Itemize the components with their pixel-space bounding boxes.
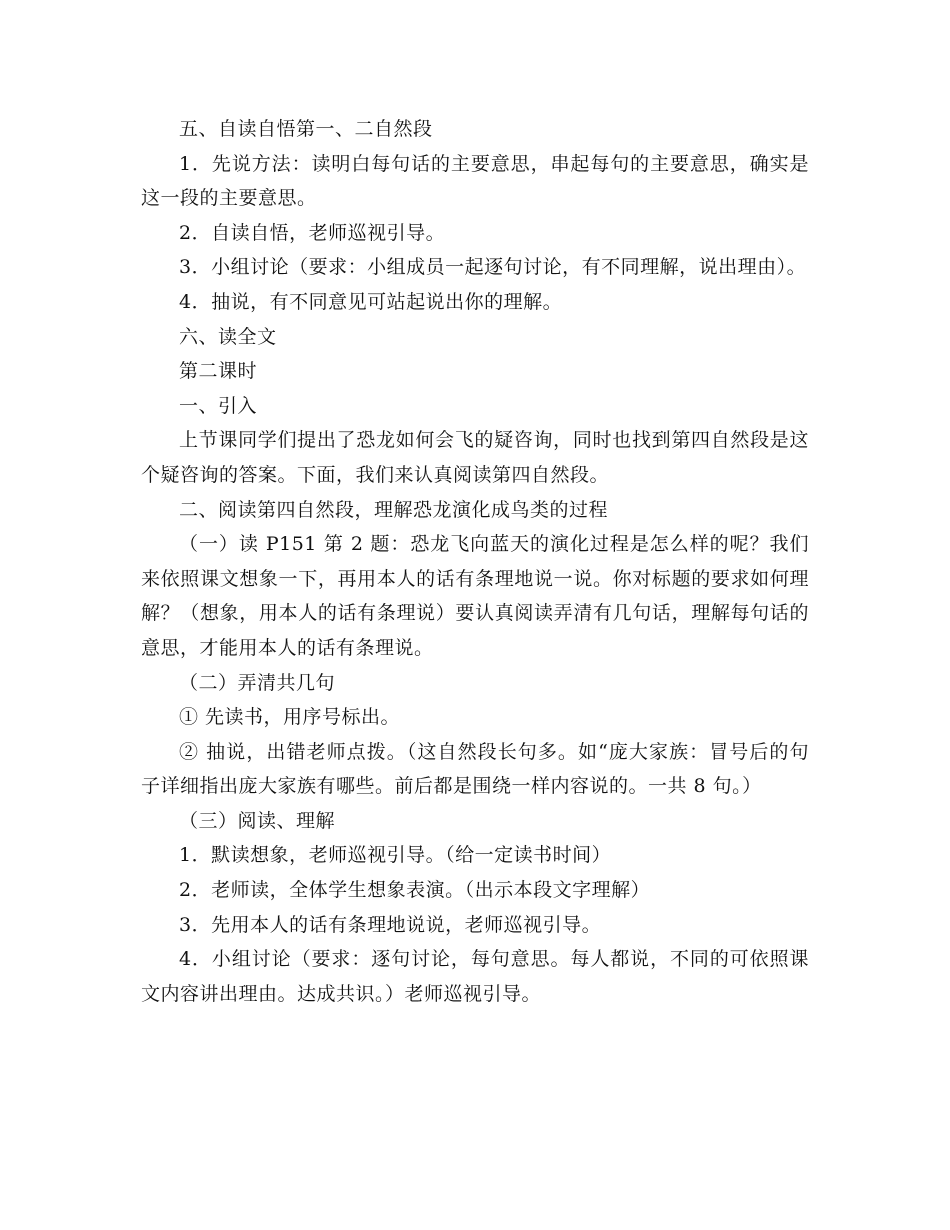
- subsection-heading: （三）阅读、理解: [179, 809, 336, 832]
- list-item: 2．老师读，全体学生想象表演。（出示本段文字理解）: [179, 879, 651, 902]
- section-heading-6: 六、读全文: [179, 325, 277, 348]
- list-item: ② 抽说，出错老师点拨。（这自然段长句多。如“庞大家族：冒号后的句子详细指出庞大家族有哪些。前后都是围绕一样内容说的。一共 8 句。）: [141, 740, 809, 798]
- section-heading-5: 五、自读自悟第一、二自然段: [179, 118, 433, 140]
- section-heading-2: 二、阅读第四自然段，理解恐龙演化成鸟类的过程: [179, 498, 609, 521]
- subsection-heading: （二）弄清共几句: [179, 671, 336, 694]
- list-item: ① 先读书，用序号标出。: [179, 706, 401, 729]
- list-item: 2．自读自悟，老师巡视引导。: [179, 221, 446, 244]
- list-item: 3．小组讨论（要求：小组成员一起逐句讨论，有不同理解，说出理由）。: [179, 256, 807, 279]
- body-paragraph: 上节课同学们提出了恐龙如何会飞的疑咨询，同时也找到第四自然段是这个疑咨询的答案。下面，我们来认真阅读第四自然段。: [141, 429, 809, 486]
- list-item: 1．默读想象，老师巡视引导。（给一定读书时间）: [179, 844, 612, 867]
- list-item: 1．先说方法：读明白每句话的主要意思，串起每句的主要意思，确实是这一段的主要意思。: [141, 152, 809, 210]
- section-heading-1: 一、引入: [179, 394, 258, 417]
- list-item: 4．抽说，有不同意见可站起说出你的理解。: [179, 290, 563, 313]
- list-item: 3．先用本人的话有条理地说说，老师巡视引导。: [179, 913, 602, 936]
- document-body: [141, 112, 809, 1011]
- lesson-heading: 第二课时: [179, 360, 258, 383]
- list-item: 4．小组讨论（要求：逐句讨论，每句意思。每人都说，不同的可依照课文内容讲出理由。达成共识。）老师巡视引导。: [141, 948, 809, 1005]
- body-paragraph: （一）读 P151 第 2 题：恐龙飞向蓝天的演化过程是怎么样的呢？我们来依照课文想象一下，再用本人的话有条理地说一说。你对标题的要求如何理解？（想象，用本人的话有条理说）要认真阅读弄清有几句话，理解每句话的意思，才能用本人的话有条理说。: [141, 533, 809, 659]
